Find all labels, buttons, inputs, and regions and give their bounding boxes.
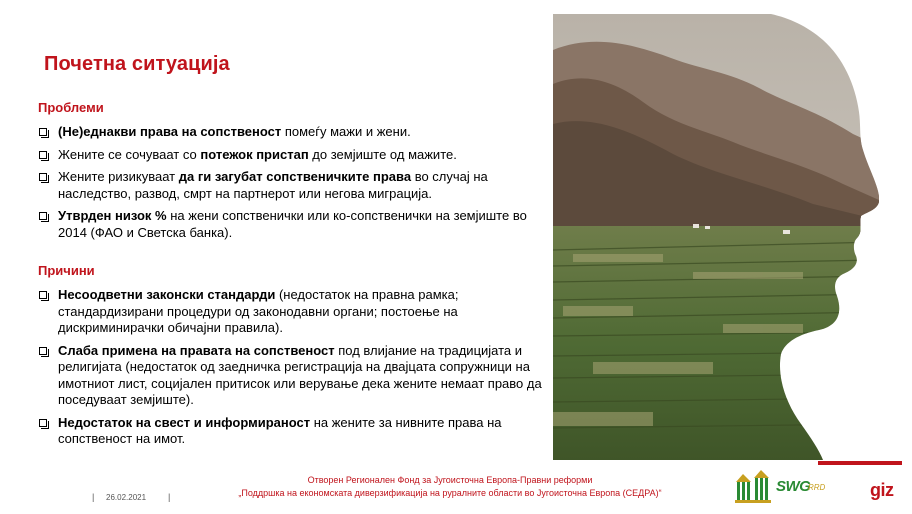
slide-content xyxy=(38,100,558,454)
problems-heading: Проблеми xyxy=(38,100,104,115)
item-text: во случај на наследство, развод, смрт на партнерот или негова миграција. xyxy=(58,169,488,201)
item-bold: (Не)еднакви права на сопственост xyxy=(58,124,282,139)
checkbox-square-icon xyxy=(39,212,47,220)
footer-separator: | xyxy=(168,492,171,502)
list-item xyxy=(38,208,558,241)
causes-heading: Причини xyxy=(38,263,95,278)
footer-project-text xyxy=(170,474,730,500)
item-bold: Недостаток на свест и информираност xyxy=(58,414,311,430)
item-bold: Утврден низок % xyxy=(58,208,167,223)
accent-bar xyxy=(818,461,902,465)
footer-line-2: „Поддршка на економската диверзификација на руралните области во Југоисточна Европа (СЕДРА)“ xyxy=(238,488,662,498)
checkbox-square-icon xyxy=(39,291,47,299)
list-item xyxy=(38,169,558,202)
swg-rrd-logo xyxy=(735,466,833,506)
checkbox-square-icon xyxy=(39,173,47,181)
checkbox-square-icon xyxy=(39,151,47,159)
swg-logo-text: SWG xyxy=(776,478,811,495)
list-item xyxy=(38,124,558,141)
checkbox-square-icon xyxy=(39,128,47,136)
item-bold: Слаба примена на правата на сопственост xyxy=(58,342,335,358)
item-pre: Жените ризикуваат xyxy=(58,169,179,184)
item-bold: да ги загубат сопственичките права xyxy=(178,169,412,184)
footer-date: 26.02.2021 xyxy=(106,493,147,502)
building-columns-icon xyxy=(735,468,775,504)
giz-logo: giz xyxy=(870,480,894,500)
item-text: помеѓу мажи и жени. xyxy=(281,124,411,139)
footer-separator: | xyxy=(92,492,95,502)
list-item xyxy=(38,287,558,337)
list-item xyxy=(38,415,558,448)
rrd-logo-text: RRD xyxy=(808,483,826,492)
item-text: (недостаток на правна рамка; стандардизирани процедури од законодавни органи; постоење на дискриминирачки обичајни правила). xyxy=(58,287,459,335)
item-bold: потежок пристап xyxy=(200,146,309,162)
checkbox-square-icon xyxy=(39,347,47,355)
list-item xyxy=(38,343,558,409)
slide-title: Почетна ситуација xyxy=(44,53,230,75)
list-item xyxy=(38,147,558,164)
causes-list xyxy=(38,287,558,448)
woman-profile-landscape-image xyxy=(553,14,879,460)
item-text: на жените за нивните права на сопственост на имот. xyxy=(58,414,502,446)
item-text: под влијание на традицијата и религијата (недостаток од заедничка регистрација на двајцата сопружници на имотниот лист, социјален притисок или верување дека жените немаат право да поседуваат земјиште). xyxy=(58,342,542,407)
footer-line-1: Отворен Регионален Фонд за Југоисточна Европа-Правни реформи xyxy=(307,475,593,485)
item-pre: Жените се сочуваат со xyxy=(58,146,201,162)
problems-list xyxy=(38,124,558,241)
item-bold: Несоодветни законски стандарди xyxy=(58,287,276,302)
item-text: на жени сопственички или ко-сопственички на земјиште во 2014 (ФАО и Светска банка). xyxy=(58,208,527,240)
checkbox-square-icon xyxy=(39,419,47,427)
item-text: до земјиште од мажите. xyxy=(308,146,457,162)
